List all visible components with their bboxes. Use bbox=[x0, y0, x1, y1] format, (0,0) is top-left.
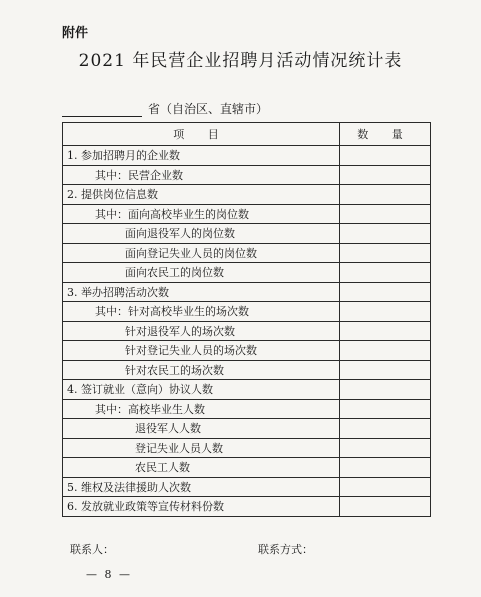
row-item-label: 4. 签订就业（意向）协议人数 bbox=[63, 380, 340, 400]
row-quantity-cell[interactable] bbox=[340, 399, 431, 419]
contact-method-label: 联系方式： bbox=[258, 543, 313, 556]
table-row bbox=[63, 282, 431, 302]
row-quantity-cell[interactable] bbox=[340, 360, 431, 380]
province-label: 省（自治区、直辖市） bbox=[148, 102, 269, 116]
header-item: 项 目 bbox=[63, 123, 340, 146]
row-quantity-cell[interactable] bbox=[340, 419, 431, 439]
province-blank-field[interactable] bbox=[62, 102, 142, 117]
row-item-label: 面向退役军人的岗位数 bbox=[63, 224, 340, 244]
row-item-label: 5. 维权及法律援助人次数 bbox=[63, 477, 340, 497]
row-quantity-cell[interactable] bbox=[340, 321, 431, 341]
row-quantity-cell[interactable] bbox=[340, 477, 431, 497]
row-quantity-cell[interactable] bbox=[340, 380, 431, 400]
row-item-label: 其中：针对高校毕业生的场次数 bbox=[63, 302, 340, 322]
row-quantity-cell[interactable] bbox=[340, 282, 431, 302]
row-item-label: 其中：民营企业数 bbox=[63, 165, 340, 185]
row-quantity-cell[interactable] bbox=[340, 165, 431, 185]
row-quantity-cell[interactable] bbox=[340, 204, 431, 224]
row-item-label: 针对农民工的场次数 bbox=[63, 360, 340, 380]
row-quantity-cell[interactable] bbox=[340, 302, 431, 322]
row-quantity-cell[interactable] bbox=[340, 497, 431, 517]
row-item-label: 1. 参加招聘月的企业数 bbox=[63, 146, 340, 166]
table-row bbox=[63, 185, 431, 205]
table-row bbox=[63, 321, 431, 341]
row-item-label: 农民工人数 bbox=[63, 458, 340, 478]
row-item-label: 其中：面向高校毕业生的岗位数 bbox=[63, 204, 340, 224]
row-item-label: 3. 举办招聘活动次数 bbox=[63, 282, 340, 302]
table-row bbox=[63, 497, 431, 517]
table-row bbox=[63, 341, 431, 361]
row-item-label: 面向登记失业人员的岗位数 bbox=[63, 243, 340, 263]
row-quantity-cell[interactable] bbox=[340, 224, 431, 244]
table-row bbox=[63, 419, 431, 439]
province-line bbox=[62, 100, 268, 117]
row-item-label: 2. 提供岗位信息数 bbox=[63, 185, 340, 205]
row-item-label: 退役军人人数 bbox=[63, 419, 340, 439]
form-title: 2021 年民营企业招聘月活动情况统计表 bbox=[78, 51, 403, 71]
table-row bbox=[63, 165, 431, 185]
row-item-label: 6. 发放就业政策等宣传材料份数 bbox=[63, 497, 340, 517]
attachment-label: 附件 bbox=[62, 26, 89, 41]
row-item-label: 登记失业人员人数 bbox=[63, 438, 340, 458]
row-quantity-cell[interactable] bbox=[340, 438, 431, 458]
row-quantity-cell[interactable] bbox=[340, 243, 431, 263]
table-row bbox=[63, 477, 431, 497]
table-row bbox=[63, 146, 431, 166]
row-item-label: 其中：高校毕业生人数 bbox=[63, 399, 340, 419]
table-row bbox=[63, 399, 431, 419]
statistics-table bbox=[62, 122, 431, 517]
table-row bbox=[63, 380, 431, 400]
row-quantity-cell[interactable] bbox=[340, 341, 431, 361]
table-row bbox=[63, 204, 431, 224]
row-quantity-cell[interactable] bbox=[340, 458, 431, 478]
row-item-label: 针对登记失业人员的场次数 bbox=[63, 341, 340, 361]
table-row bbox=[63, 224, 431, 244]
table-row bbox=[63, 438, 431, 458]
table-row bbox=[63, 263, 431, 283]
table-header-row bbox=[63, 123, 431, 146]
table-row bbox=[63, 302, 431, 322]
table-row bbox=[63, 243, 431, 263]
table-row bbox=[63, 360, 431, 380]
row-item-label: 面向农民工的岗位数 bbox=[63, 263, 340, 283]
row-quantity-cell[interactable] bbox=[340, 146, 431, 166]
row-quantity-cell[interactable] bbox=[340, 185, 431, 205]
row-quantity-cell[interactable] bbox=[340, 263, 431, 283]
header-quantity: 数 量 bbox=[340, 123, 431, 146]
page-number: — 8 — bbox=[86, 568, 132, 581]
contact-person-label: 联系人： bbox=[70, 543, 114, 556]
table-row bbox=[63, 458, 431, 478]
row-item-label: 针对退役军人的场次数 bbox=[63, 321, 340, 341]
